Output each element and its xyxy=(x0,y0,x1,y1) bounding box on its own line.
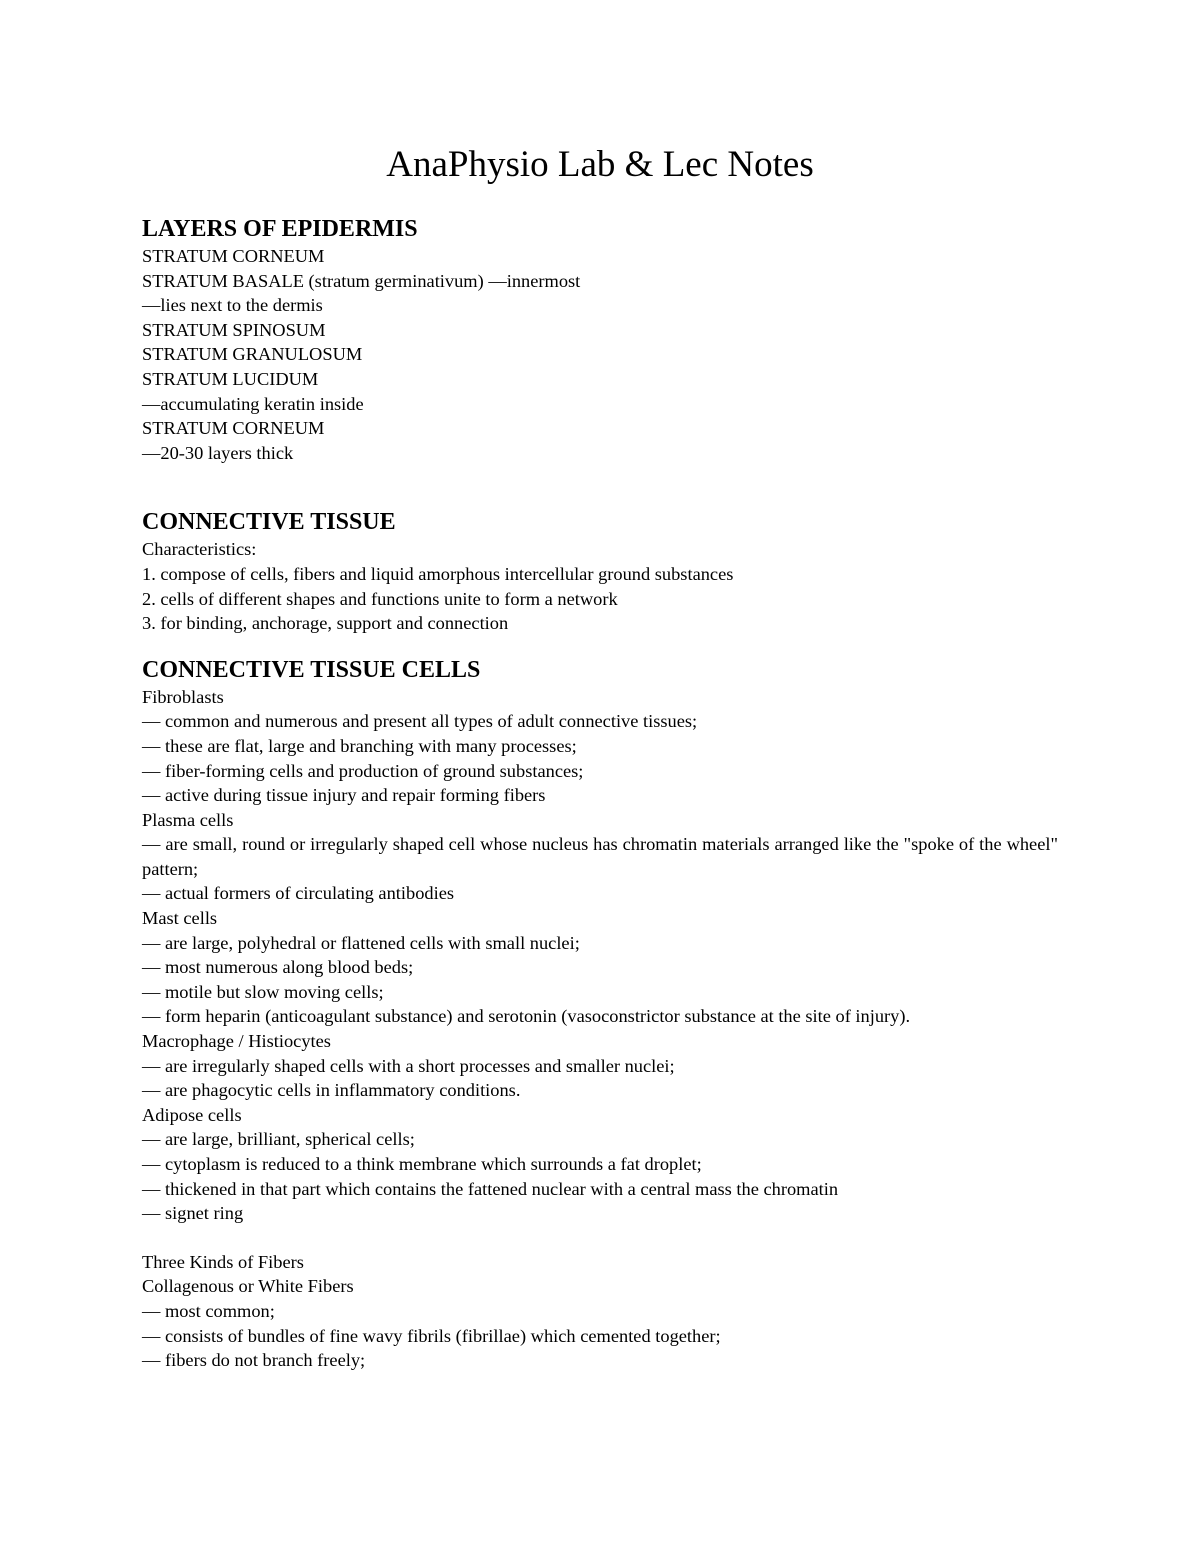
text-line: — common and numerous and present all types of adult connective tissues; xyxy=(142,711,698,732)
text-line: STRATUM BASALE (stratum germinativum) —innermost xyxy=(142,270,581,291)
text-line: —20-30 layers thick xyxy=(142,442,294,463)
text-line: — actual formers of circulating antibodies xyxy=(142,883,455,904)
text-line: — fibers do not branch freely; xyxy=(142,1350,366,1371)
text-paragraph: — are small, round or irregularly shaped cell whose nucleus has chromatin materials arranged like the "spoke of the wheel" pattern; xyxy=(142,834,1058,879)
text-line: STRATUM CORNEUM xyxy=(142,418,325,439)
text-line: — signet ring xyxy=(142,1203,244,1224)
text-line: Characteristics: xyxy=(142,539,257,560)
text-line: — active during tissue injury and repair forming fibers xyxy=(142,785,546,806)
text-line: Mast cells xyxy=(142,908,218,929)
section-heading-connective-tissue-cells: CONNECTIVE TISSUE CELLS xyxy=(142,656,481,683)
text-line: — most common; xyxy=(142,1300,275,1321)
spacer xyxy=(142,636,1062,655)
text-line: — are irregularly shaped cells with a short processes and smaller nuclei; xyxy=(142,1055,675,1076)
section-heading-connective-tissue: CONNECTIVE TISSUE xyxy=(142,509,396,536)
spacer xyxy=(142,1226,1062,1250)
text-line: — most numerous along blood beds; xyxy=(142,957,414,978)
document-body xyxy=(142,214,1062,1373)
text-line: — thickened in that part which contains the fattened nuclear with a central mass the chromatin xyxy=(142,1178,839,1199)
text-line: — these are flat, large and branching with many processes; xyxy=(142,735,577,756)
text-line: 1. compose of cells, fibers and liquid amorphous intercellular ground substances xyxy=(142,563,734,584)
text-line: STRATUM CORNEUM xyxy=(142,246,325,266)
text-line: — are phagocytic cells in inflammatory conditions. xyxy=(142,1080,521,1101)
section-heading-epidermis: LAYERS OF EPIDERMIS xyxy=(142,216,418,242)
text-line: Collagenous or White Fibers xyxy=(142,1276,354,1297)
text-line: —lies next to the dermis xyxy=(142,295,323,316)
text-line: Three Kinds of Fibers xyxy=(142,1251,304,1272)
text-line: Macrophage / Histiocytes xyxy=(142,1031,331,1052)
text-line: STRATUM LUCIDUM xyxy=(142,368,319,389)
text-line: — consists of bundles of fine wavy fibrils (fibrillae) which cemented together; xyxy=(142,1325,721,1346)
text-line: Adipose cells xyxy=(142,1104,242,1125)
text-line: — cytoplasm is reduced to a think membrane which surrounds a fat droplet; xyxy=(142,1154,702,1174)
document-title: AnaPhysio Lab & Lec Notes xyxy=(386,144,814,185)
text-line: — are large, polyhedral or flattened cells with small nuclei; xyxy=(142,932,580,953)
text-line: — fiber-forming cells and production of ground substances; xyxy=(142,760,584,781)
text-line: —accumulating keratin inside xyxy=(142,393,364,414)
text-line: — motile but slow moving cells; xyxy=(142,981,384,1002)
text-line: STRATUM GRANULOSUM xyxy=(142,344,363,365)
text-line: 3. for binding, anchorage, support and connection xyxy=(142,613,509,634)
text-line: — form heparin (anticoagulant substance) and serotonin (vasoconstrictor substance at the site of injury). xyxy=(142,1006,911,1027)
text-line: — are large, brilliant, spherical cells; xyxy=(142,1129,415,1150)
text-line: Fibroblasts xyxy=(142,686,224,707)
text-line: STRATUM SPINOSUM xyxy=(142,319,326,340)
text-line: 2. cells of different shapes and functions unite to form a network xyxy=(142,588,618,609)
spacer xyxy=(142,465,1062,507)
text-line: Plasma cells xyxy=(142,809,234,830)
